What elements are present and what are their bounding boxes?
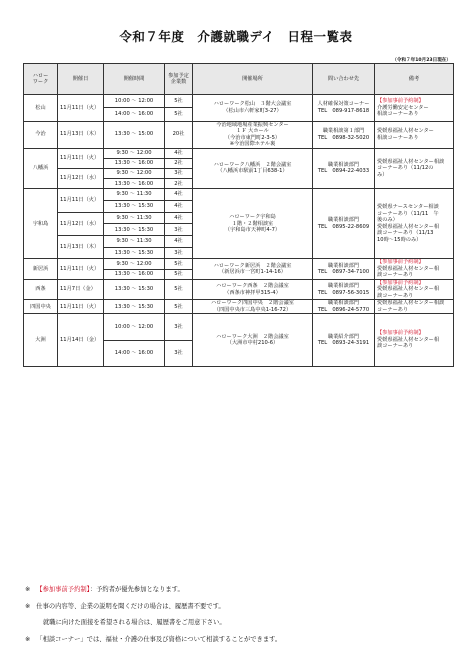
note-text: 仕事の内容等、企業の説明を聞くだけの場合は、履歴書不要です。 xyxy=(36,602,225,610)
event-time: 10:00 ～ 12:00 xyxy=(104,95,165,108)
company-count: 4社 xyxy=(165,201,193,213)
event-time: 14:00 ～ 16:00 xyxy=(104,108,165,121)
event-date: 11月12日（水） xyxy=(58,212,104,235)
header-hellowork: ハロー ワーク xyxy=(24,64,58,95)
table-row xyxy=(24,300,454,314)
event-date: 11月11日（火） xyxy=(58,259,104,280)
note-mark: ※ xyxy=(25,586,31,593)
contact: 職業相談部門 TEL 0896-24-5770 xyxy=(313,300,375,314)
company-count: 2社 xyxy=(165,158,193,168)
event-date: 11月7日（金） xyxy=(58,279,104,300)
company-count: 5社 xyxy=(165,95,193,108)
remarks xyxy=(375,148,454,189)
reservation-required-note: 【参加事前予約制】 xyxy=(377,330,424,337)
event-time: 13:30 ～ 15:00 xyxy=(104,121,165,148)
header-venue: 開催場所 xyxy=(193,64,313,95)
reservation-required-note: 【参加事前予約制】 xyxy=(377,279,424,286)
hellowork-name: 宇和島 xyxy=(24,189,58,259)
remarks xyxy=(375,121,454,148)
event-date: 11月13日（木） xyxy=(58,236,104,259)
header-time: 開催時間 xyxy=(104,64,165,95)
remarks xyxy=(375,279,454,300)
event-date: 11月11日（火） xyxy=(58,189,104,212)
hellowork-name: 今治 xyxy=(24,121,58,148)
company-count: 3社 xyxy=(165,168,193,178)
remark-text: 愛媛県福祉人材センター相談 コーナーあり xyxy=(377,300,445,313)
remarks xyxy=(375,300,454,314)
remark-text: 愛媛県福祉人材センター相 談コーナーあり xyxy=(377,265,440,279)
company-count: 5社 xyxy=(165,269,193,279)
note-text: 「相談コーナー」では、福祉・介護の仕事及び資格について相談することができます。 xyxy=(36,635,282,643)
contact: 職業紹介部門 TEL 0893-24-3191 xyxy=(313,314,375,366)
remark-text: 愛媛県ナースセンター相談 コーナーあり（11/11 午 後のみ） 愛媛県福祉人材センター相 談コーナーあり（11/13 10時～15時のみ） xyxy=(377,204,440,243)
event-time: 13:30 ～ 15:30 xyxy=(104,247,165,259)
venue: ハローワーク西条 ２階会議室 （西条市神拝甲315-4） xyxy=(193,279,313,300)
event-time: 13:30 ～ 15:30 xyxy=(104,300,165,314)
as-of-date: （令和７年10月23日現在） xyxy=(392,58,451,63)
event-time: 10:00 ～ 12:00 xyxy=(104,314,165,340)
venue: ハローワーク八幡浜 ２階会議室 （八幡浜市駅前1丁目638-1） xyxy=(193,148,313,189)
contact: 職業相談部門 TEL 0894-22-4033 xyxy=(313,148,375,189)
schedule-table xyxy=(23,63,454,367)
contact: 職業相談第１部門 TEL 0898-32-5020 xyxy=(313,121,375,148)
event-time: 13:30 ～ 16:00 xyxy=(104,158,165,168)
table-row xyxy=(24,95,454,108)
remark-text: 愛媛県福祉人材センター相 談コーナーあり xyxy=(377,286,440,299)
venue: 今治地域地場産業振興センター １Ｆ 大ホール （今治市東門町2-3-5） ※今治国際ホテル裏 xyxy=(193,121,313,148)
table-row xyxy=(24,189,454,201)
header-count: 参加予定 企業数 xyxy=(165,64,193,95)
note-text: ：予約者が優先参加となります。 xyxy=(89,586,184,593)
remark-text: 介護労働安定センター 相談コーナーあり xyxy=(377,104,429,118)
event-time: 9:30 ～ 12:00 xyxy=(104,259,165,269)
note-line xyxy=(25,615,455,632)
venue: ハローワーク松山 ３階大会議室 （松山市六軒家町3-27） xyxy=(193,95,313,122)
header-date: 開催日 xyxy=(58,64,104,95)
company-count: 5社 xyxy=(165,279,193,300)
schedule-body xyxy=(24,95,454,367)
company-count: 5社 xyxy=(165,259,193,269)
event-time: 13:30 ～ 15:30 xyxy=(104,224,165,236)
company-count: 4社 xyxy=(165,189,193,201)
table-row xyxy=(24,259,454,269)
event-date: 11月12日（水） xyxy=(58,168,104,188)
contact: 職業相談部門 TEL 0897-34-7100 xyxy=(313,259,375,280)
event-time: 9:30 ～ 12:00 xyxy=(104,148,165,158)
reservation-required-note: 【参加事前予約制】 xyxy=(377,259,424,266)
event-date: 11月11日（火） xyxy=(58,300,104,314)
event-time: 14:00 ～ 16:00 xyxy=(104,340,165,366)
event-date: 11月11日（火） xyxy=(58,148,104,168)
hellowork-name: 四国中央 xyxy=(24,300,58,314)
event-date: 11月11日（火） xyxy=(58,95,104,122)
company-count: 2社 xyxy=(165,179,193,189)
note-text: 就職に向けた面接を希望される場合は、履歴書をご用意下さい。 xyxy=(43,619,226,626)
remarks xyxy=(375,95,454,122)
note-line xyxy=(25,582,455,599)
event-time: 13:30 ～ 15:30 xyxy=(104,201,165,213)
contact: 職業相談部門 TEL 0895-22-8609 xyxy=(313,189,375,259)
note-mark: ※ xyxy=(25,635,31,643)
header-contact: 問い合わせ先 xyxy=(313,64,375,95)
contact: 人材確保対策コーナー TEL 089-917-8618 xyxy=(313,95,375,122)
table-row xyxy=(24,314,454,340)
table-row xyxy=(24,279,454,300)
note-mark: ※ xyxy=(25,602,31,610)
event-time: 9:30 ～ 11:30 xyxy=(104,189,165,201)
company-count: 3社 xyxy=(165,340,193,366)
company-count: 4社 xyxy=(165,148,193,158)
hellowork-name: 八幡浜 xyxy=(24,148,58,189)
company-count: 5社 xyxy=(165,300,193,314)
remark-text: 愛媛県福祉人材センター相 談コーナーあり xyxy=(377,336,440,350)
contact: 職業相談部門 TEL 0897-56-3015 xyxy=(313,279,375,300)
event-time: 9:30 ～ 12:00 xyxy=(104,168,165,178)
note-red-label: 【参加事前予約制】 xyxy=(36,586,90,593)
company-count: 5社 xyxy=(165,108,193,121)
event-time: 13:30 ～ 15:30 xyxy=(104,279,165,300)
company-count: 4社 xyxy=(165,212,193,224)
venue: ハローワーク新居浜 ２階会議室 （新居浜市一宮町1-14-16） xyxy=(193,259,313,280)
event-date: 11月14日（金） xyxy=(58,314,104,366)
remarks xyxy=(375,259,454,280)
note-line xyxy=(25,599,455,616)
remark-text: 愛媛県福祉人材センター相談 コーナーあり（11/12の み） xyxy=(377,158,445,178)
hellowork-name: 西条 xyxy=(24,279,58,300)
table-header-row xyxy=(24,64,454,95)
venue: ハローワーク四国中央 ２階会議室 （四国中央市三島中央1-16-72） xyxy=(193,300,313,314)
remark-text: 愛媛県福祉人材センター 相談コーナーあり xyxy=(377,128,434,141)
company-count: 3社 xyxy=(165,314,193,340)
event-date: 11月13日（木） xyxy=(58,121,104,148)
company-count: 3社 xyxy=(165,247,193,259)
event-time: 9:30 ～ 11:30 xyxy=(104,236,165,248)
event-time: 13:30 ～ 16:00 xyxy=(104,179,165,189)
venue: ハローワーク大洲 ２階会議室 （大洲市中村210-6） xyxy=(193,314,313,366)
note-line xyxy=(25,632,455,649)
event-time: 9:30 ～ 11:30 xyxy=(104,212,165,224)
table-row xyxy=(24,148,454,158)
company-count: 20社 xyxy=(165,121,193,148)
header-remarks: 備考 xyxy=(375,64,454,95)
remarks xyxy=(375,314,454,366)
reservation-required-note: 【参加事前予約制】 xyxy=(377,98,424,105)
company-count: 4社 xyxy=(165,236,193,248)
venue: ハローワーク宇和島 １階・２階相談室 （宇和島市天神町4-7） xyxy=(193,189,313,259)
table-row xyxy=(24,121,454,148)
hellowork-name: 新居浜 xyxy=(24,259,58,280)
remarks xyxy=(375,189,454,259)
hellowork-name: 大洲 xyxy=(24,314,58,366)
event-time: 13:30 ～ 16:00 xyxy=(104,269,165,279)
notes-section xyxy=(25,582,455,648)
page-title: 令和７年度 介護就職デイ 日程一覧表 xyxy=(119,29,353,44)
hellowork-name: 松山 xyxy=(24,95,58,122)
company-count: 3社 xyxy=(165,224,193,236)
